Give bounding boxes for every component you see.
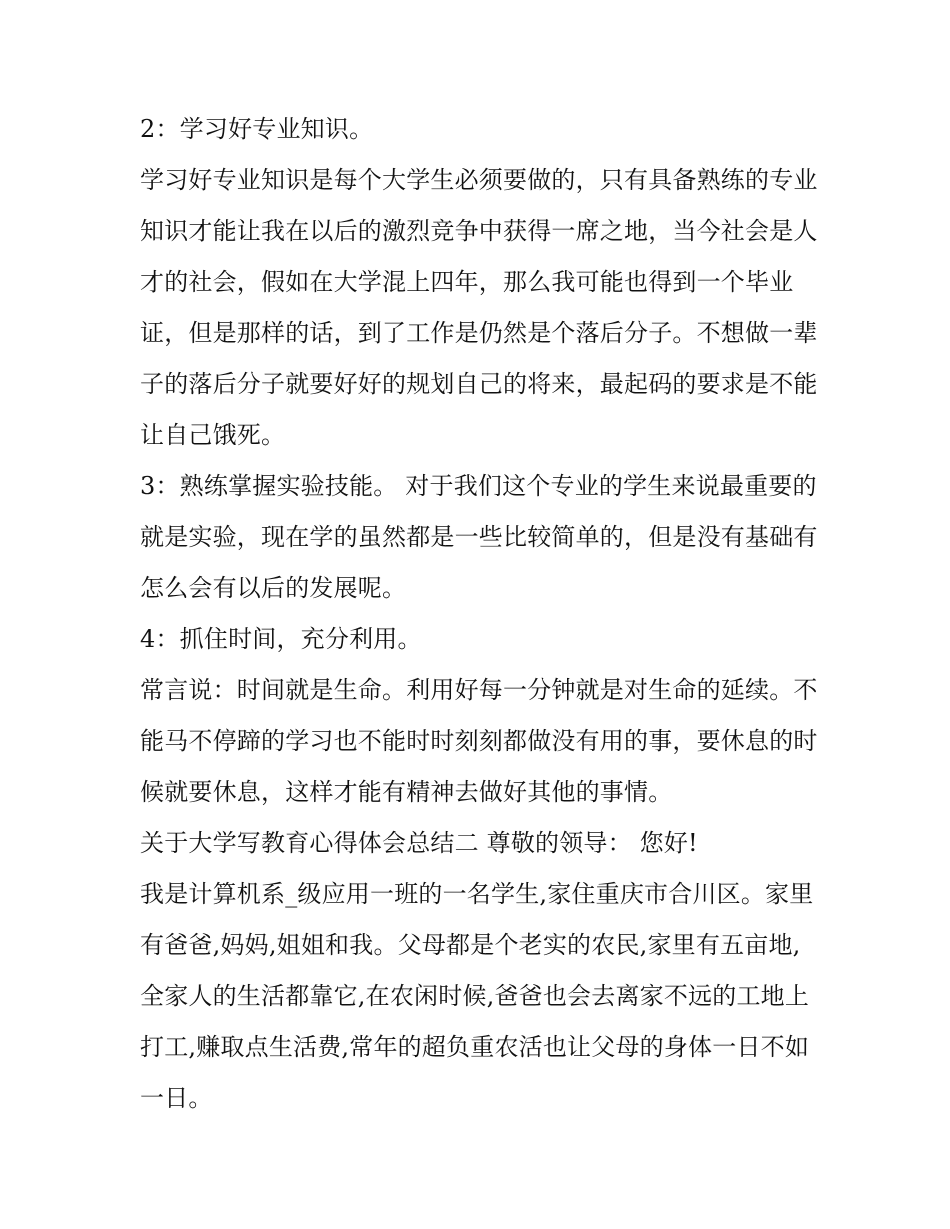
paragraph-self-introduction: 我是计算机系_级应用一班的一名学生,家住重庆市合川区。家里有爸爸,妈妈,姐姐和我。父母都是个老实的农民,家里有五亩地,全家人的生活都靠它,在农闲时候,爸爸也会去离家不远的工地上打工,赚取点生活费,常年的超负重农活也让父母的身体一日不如一日。 — [140, 880, 814, 1112]
document-body — [140, 104, 820, 1124]
paragraph-lab-skills: 3：熟练掌握实验技能。 对于我们这个专业的学生来说最重要的就是实验，现在学的虽然都是一些比较简单的，但是没有基础有怎么会有以后的发展呢。 — [140, 472, 818, 602]
paragraph-study-knowledge: 学习好专业知识是每个大学生必须要做的，只有具备熟练的专业知识才能让我在以后的激烈竞争中获得一席之地，当今社会是人才的社会，假如在大学混上四年，那么我可能也得到一个毕业证，但是那样的话，到了工作是仍然是个落后分子。不想做一辈子的落后分子就要好好的规划自己的将来，最起码的要求是不能让自己饿死。 — [140, 166, 818, 449]
heading-study-knowledge: 2：学习好专业知识。 — [140, 115, 374, 143]
heading-letter-greeting: 关于大学写教育心得体会总结二 尊敬的领导： 您好! — [140, 829, 698, 857]
paragraph-time-management: 常言说：时间就是生命。利用好每一分钟就是对生命的延续。不能马不停蹄的学习也不能时时刻刻都做没有用的事，要休息的时候就要休息，这样才能有精神去做好其他的事情。 — [140, 676, 818, 806]
heading-time-management: 4：抓住时间，充分利用。 — [140, 625, 422, 653]
